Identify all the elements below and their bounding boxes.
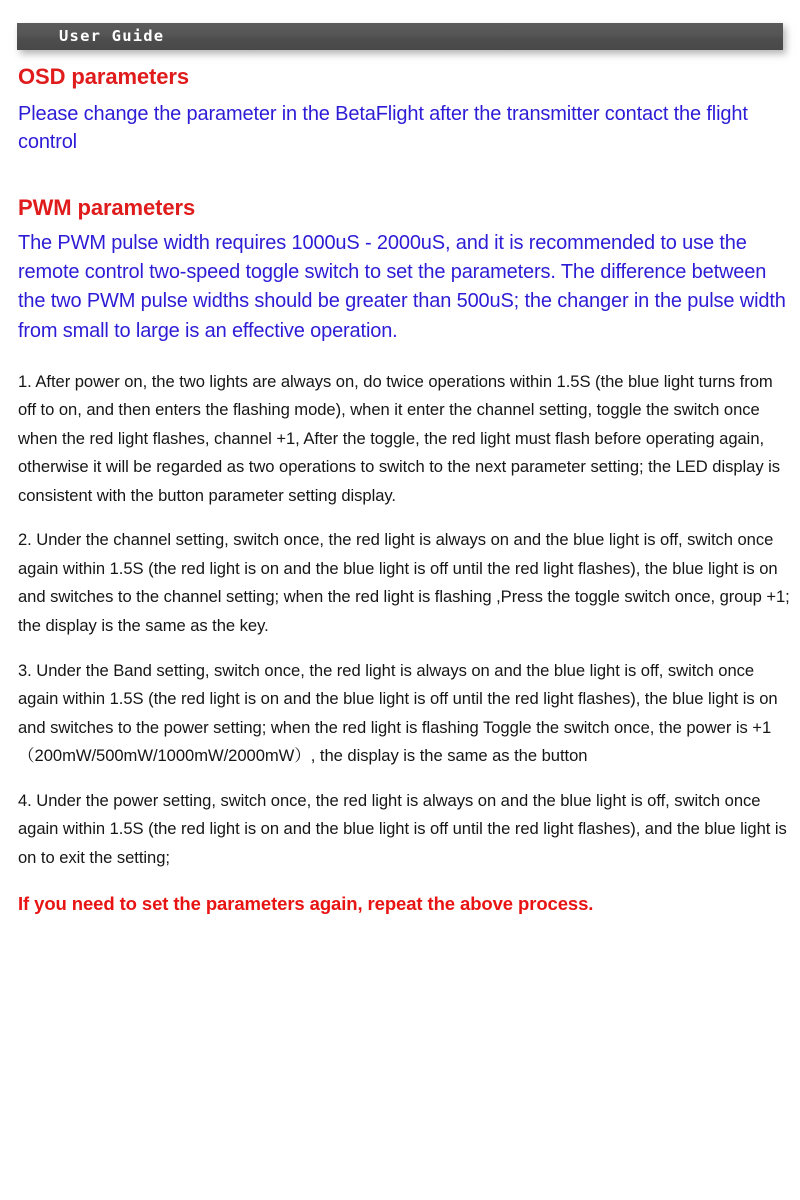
header-bar [17,23,783,50]
spacer-step-3-4 [18,771,790,787]
spacer-step-1-2 [18,510,790,526]
spacer-before-closing [18,872,790,890]
step-item-1: 1. After power on, the two lights are always on, do twice operations within 1.5S (the blue light turns from off to on, and then enters the flashing mode), when it enter the channel setting, toggle the switch once when the red light flashes, channel +1, After the toggle, the red light must flash before operating again, otherwise it will be regarded as two operations to switch to the next parameter setting; the LED display is consistent with the button parameter setting display. [18,371,781,505]
section-lead-osd: Please change the parameter in the BetaFlight after the transmitter contact the flight control [18,102,748,154]
closing-note: If you need to set the parameters again, repeat the above process. [18,893,594,915]
spacer-osd-pwm [18,157,790,193]
step-item-3: 3. Under the Band setting, switch once, the red light is always on and the blue light is off, switch once again within 1.5S (the red light is on and the blue light is off until the red light flashes), the blue light is on and switches to the power setting; when the red light is flashing Toggle the switch once, the power is +1（200mW/500mW/1000mW/2000mW）, the display is the same as the button [18,660,778,766]
step-item-2: 2. Under the channel setting, switch once, the red light is always on and the blue light is off, switch once again within 1.5S (the red light is on and the blue light is off until the red light flashes), the blue light is on and switches to the channel setting; when the red light is flashing ,Press the toggle switch once, group +1; the display is the same as the key. [18,530,790,635]
spacer-lead-steps [18,346,790,368]
step-item-4: 4. Under the power setting, switch once, the red light is always on and the blue light is off, switch once again within 1.5S (the red light is on and the blue light is off until the red light flashes), and the blue light is on to exit the setting; [18,790,787,867]
section-heading-pwm: PWM parameters [18,195,196,221]
page-title: User Guide [59,26,165,45]
spacer-step-2-3 [18,641,790,657]
header-bar-container [17,23,783,50]
section-lead-pwm: The PWM pulse width requires 1000uS - 2000uS, and it is recommended to use the remote control two-speed toggle switch to set the parameters. The difference between the two PWM pulse widths should be greater than 500uS; the changer in the pulse width from small to large is an effective operation. [18,231,786,342]
document-content [18,62,790,918]
section-heading-osd: OSD parameters [18,64,190,89]
